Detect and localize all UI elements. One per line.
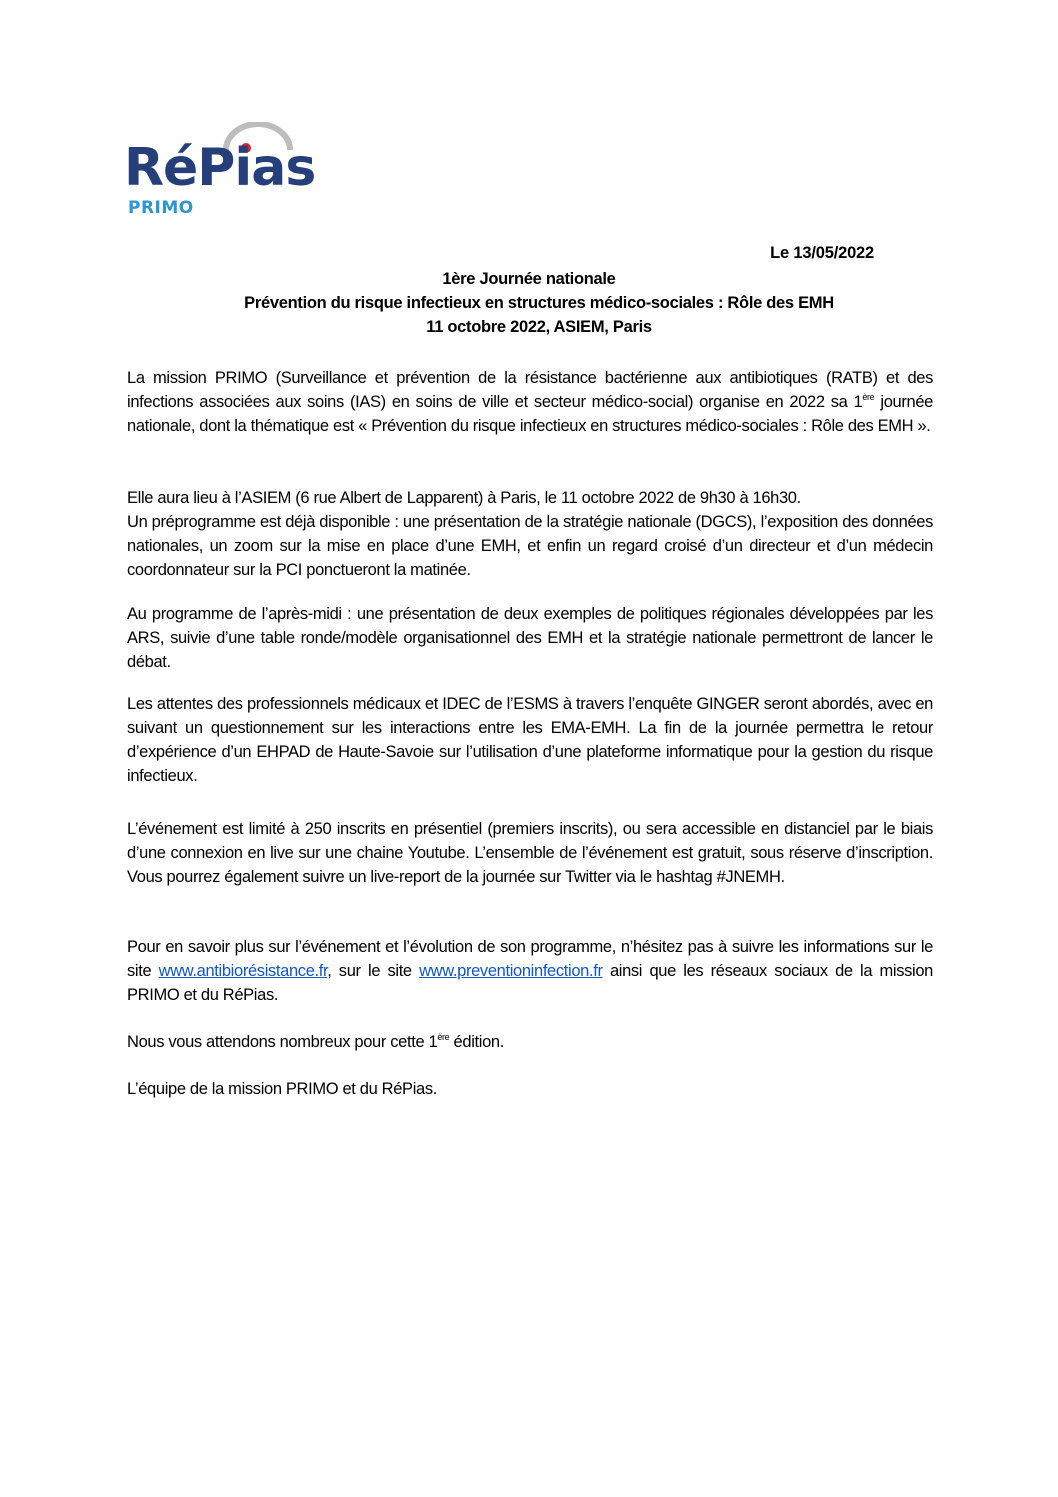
paragraph-location (127, 486, 933, 582)
signature: L’équipe de la mission PRIMO et du RéPias. (127, 1080, 437, 1098)
morning-program: Un préprogramme est déjà disponible : une présentation de la stratégie nationale (DGCS), l’exposition des données nationales, un zoom sur la mise en place d’une EMH, et enfin un regard croisé d’un directeur et d’un médecin coordonnateur sur la PCI ponctueront la matinée. (127, 513, 933, 579)
paragraph-expectations: Les attentes des professionnels médicaux et IDEC de l’ESMS à travers l’enquête GINGER seront abordés, avec en suivant un questionnement sur les interactions entre les EMA-EMH. La fin de la journée permettra le retour d’expérience d’un EHPAD de Haute-Savoie sur l’utilisation d’une plateforme informatique pour la gestion du risque infectieux. (127, 695, 933, 785)
paragraph-intro: La mission PRIMO (Surveillance et prévention de la résistance bactérienne aux antibiotiques (RATB) et des infections associées aux soins (IAS) en soins de ville et secteur médico-social) organise en 2022 sa 1ère journée nationale, dont la thématique est « Prévention du risque infectieux en structures médico-sociales : Rôle des EMH ». (127, 369, 933, 435)
title-line-2: Prévention du risque infectieux en structures médico-sociales : Rôle des EMH (244, 294, 834, 312)
logo-sub-text: PRIMO (128, 198, 194, 218)
title-line-3: 11 octobre 2022, ASIEM, Paris (426, 318, 652, 336)
document-date: Le 13/05/2022 (770, 244, 874, 262)
paragraph-afternoon: Au programme de l’après-midi : une présentation de deux exemples de politiques régionales développées par les ARS, suivie d’une table ronde/modèle organisationnel des EMH et la stratégie nationale permettront de lancer le débat. (127, 605, 933, 671)
logo-brand-text: RéPias (124, 138, 316, 198)
link-preventioninfection[interactable]: www.preventioninfection.fr (419, 962, 603, 980)
paragraph-more-info: Pour en savoir plus sur l’événement et l’évolution de son programme, n’hésitez pas à suivre les informations sur le site www.antibiorésistance.fr, sur le site www.preventioninfection.fr ainsi que les réseaux sociaux de la mission PRIMO et du RéPias. (127, 938, 934, 1004)
location-line: Elle aura lieu à l’ASIEM (6 rue Albert de Lapparent) à Paris, le 11 octobre 2022 de 9h30 à 16h30. (127, 489, 801, 507)
paragraph-closing: Nous vous attendons nombreux pour cette 1ère édition. (127, 1032, 504, 1051)
link-antibioresistance[interactable]: www.antibiorésistance.fr (158, 962, 328, 980)
paragraph-attendance: L’événement est limité à 250 inscrits en présentiel (premiers inscrits), ou sera accessible en distanciel par le biais d’une connexion en live sur une chaine Youtube. L’ensemble de l’événement est gratuit, sous réserve d’inscription. Vous pourrez également suivre un live-report de la journée sur Twitter via le hashtag #JNEMH. (127, 820, 933, 886)
repias-primo-logo (124, 124, 334, 224)
title-line-1: 1ère Journée nationale (442, 270, 616, 288)
